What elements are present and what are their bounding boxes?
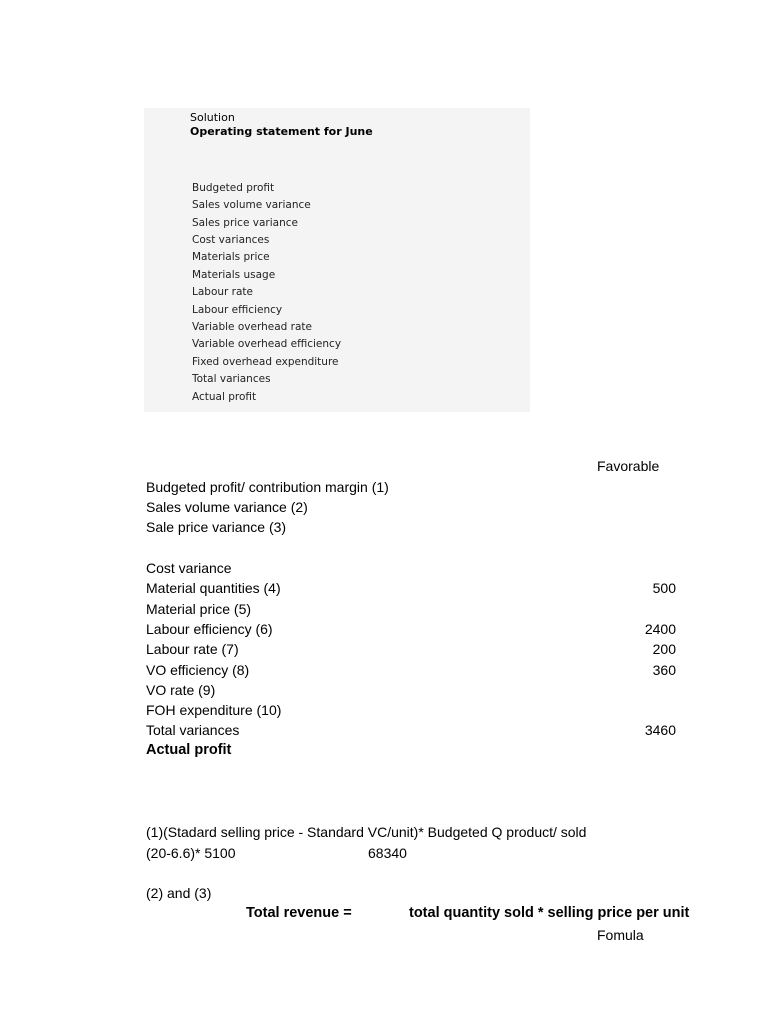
row-label: Material price (5) <box>146 601 252 617</box>
row-label: Labour rate (7) <box>146 641 239 657</box>
row-label: Total variances <box>146 722 240 738</box>
scan-item: Variable overhead rate <box>192 321 312 333</box>
row-label: FOH expenditure (10) <box>146 702 282 718</box>
scan-item: Materials price <box>192 251 270 263</box>
calc-1-result: 68340 <box>368 845 407 861</box>
item-2-3-heading: (2) and (3) <box>146 885 212 901</box>
scan-item: Materials usage <box>192 269 276 281</box>
scan-item: Actual profit <box>192 391 257 403</box>
total-revenue-label: Total revenue = <box>246 905 352 921</box>
row-label: Sales volume variance (2) <box>146 499 308 515</box>
formula-1-text: (1)(Stadard selling price - Standard VC/unit)* Budgeted Q product/ sold <box>146 824 587 840</box>
scan-item: Labour efficiency <box>192 304 283 316</box>
scan-item: Variable overhead efficiency <box>192 338 342 350</box>
scan-item: Fixed overhead expenditure <box>192 356 339 368</box>
scan-item: Labour rate <box>192 286 254 298</box>
row-label: Budgeted profit/ contribution margin (1) <box>146 479 389 495</box>
column-header-favorable: Favorable <box>597 458 660 474</box>
row-value: 500 <box>652 580 676 596</box>
row-value: 3460 <box>644 722 676 738</box>
scan-item: Total variances <box>192 373 271 385</box>
row-value: 2400 <box>644 621 676 637</box>
scan-item: Sales volume variance <box>192 199 311 211</box>
row-value: 360 <box>652 662 676 678</box>
scan-item: Sales price variance <box>192 217 298 229</box>
row-label: VO efficiency (8) <box>146 662 250 678</box>
actual-profit-label: Actual profit <box>146 742 232 758</box>
scan-item: Cost variances <box>192 234 270 246</box>
total-revenue-formula: total quantity sold * selling price per unit <box>409 905 690 921</box>
fomula-label: Fomula <box>597 927 644 943</box>
row-label: Material quantities (4) <box>146 580 281 596</box>
scan-item: Budgeted profit <box>192 182 275 194</box>
row-label: Sale price variance (3) <box>146 519 287 535</box>
row-label: Cost variance <box>146 560 232 576</box>
scan-solution-label: Solution <box>190 111 235 124</box>
calc-1-text: (20-6.6)* 5100 <box>146 845 236 861</box>
row-label: Labour efficiency (6) <box>146 621 273 637</box>
scan-statement-title: Operating statement for June <box>190 125 373 138</box>
row-label: VO rate (9) <box>146 682 216 698</box>
row-value: 200 <box>652 641 676 657</box>
statement-scan-image <box>144 108 530 412</box>
